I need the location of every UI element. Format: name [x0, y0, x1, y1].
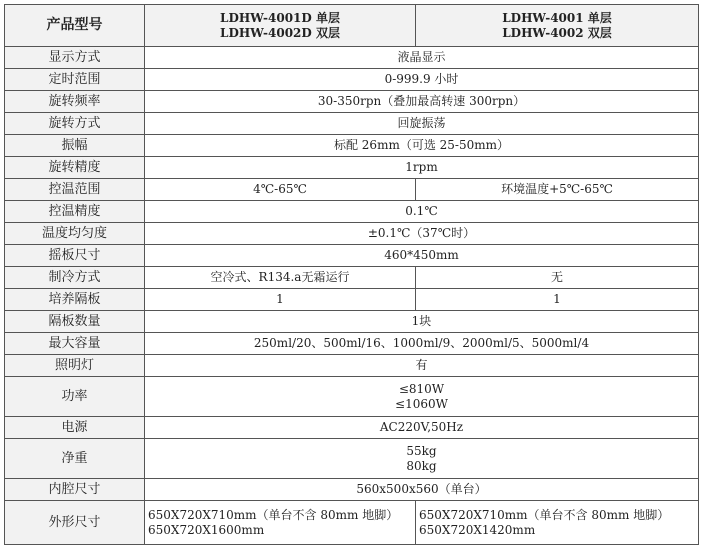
row-value-col2: 无	[416, 267, 699, 289]
row-value: 0-999.9 小时	[145, 69, 699, 91]
row-value: 液晶显示	[145, 47, 699, 69]
row-label: 控温范围	[5, 179, 145, 201]
row-outer	[5, 501, 699, 545]
outer-size: 650X720X1420mm	[419, 522, 536, 537]
row-value: 1rpm	[145, 157, 699, 179]
row-chamber	[5, 479, 699, 501]
header-row	[5, 5, 699, 47]
model-4002: LDHW-4002 双层	[502, 25, 612, 40]
row-value: 有	[145, 355, 699, 377]
row-label: 振幅	[5, 135, 145, 157]
row-label: 培养隔板	[5, 289, 145, 311]
header-col1	[145, 5, 416, 47]
row-label: 制冷方式	[5, 267, 145, 289]
row-label: 控温精度	[5, 201, 145, 223]
row-value	[145, 439, 699, 479]
header-label: 产品型号	[5, 5, 145, 47]
row-value: 560x500x560（单台）	[145, 479, 699, 501]
row-value: 标配 26mm（可选 25-50mm）	[145, 135, 699, 157]
row-board-size	[5, 245, 699, 267]
row-amplitude	[5, 135, 699, 157]
row-temp-uniformity	[5, 223, 699, 245]
row-label: 旋转方式	[5, 113, 145, 135]
row-label: 电源	[5, 417, 145, 439]
row-label: 摇板尺寸	[5, 245, 145, 267]
row-value-col1: 1	[145, 289, 416, 311]
row-label: 定时范围	[5, 69, 145, 91]
header-col2	[416, 5, 699, 47]
weight-value: 55kg	[406, 443, 437, 458]
outer-size: 650X720X1600mm	[148, 522, 265, 537]
row-rotation-mode	[5, 113, 699, 135]
spec-table	[4, 4, 699, 545]
row-label: 隔板数量	[5, 311, 145, 333]
row-value: 460*450mm	[145, 245, 699, 267]
row-value: 30-350rpn（叠加最高转速 300rpn）	[145, 91, 699, 113]
outer-size: 650X720X710mm（单台不含 80mm 地脚）	[419, 507, 670, 522]
row-shelf-count	[5, 311, 699, 333]
row-display	[5, 47, 699, 69]
row-value: ±0.1℃（37℃时）	[145, 223, 699, 245]
row-capacity	[5, 333, 699, 355]
row-value-col1: 空冷式、R134.a无霜运行	[145, 267, 416, 289]
row-temp-accuracy	[5, 201, 699, 223]
row-label: 功率	[5, 377, 145, 417]
row-label: 旋转精度	[5, 157, 145, 179]
row-value: 0.1℃	[145, 201, 699, 223]
row-label: 照明灯	[5, 355, 145, 377]
row-label: 显示方式	[5, 47, 145, 69]
row-temp-range	[5, 179, 699, 201]
row-supply	[5, 417, 699, 439]
row-value-col2	[416, 501, 699, 545]
row-value-col1: 4℃-65℃	[145, 179, 416, 201]
row-label: 净重	[5, 439, 145, 479]
weight-value: 80kg	[406, 458, 437, 473]
row-cooling	[5, 267, 699, 289]
row-power	[5, 377, 699, 417]
row-value: 回旋振荡	[145, 113, 699, 135]
row-value: AC220V,50Hz	[145, 417, 699, 439]
row-speed	[5, 91, 699, 113]
row-rotation-accuracy	[5, 157, 699, 179]
power-value: ≤1060W	[395, 396, 448, 411]
row-label: 外形尺寸	[5, 501, 145, 545]
row-value-col2: 1	[416, 289, 699, 311]
model-4001: LDHW-4001 单层	[502, 10, 612, 25]
row-value: 250ml/20、500ml/16、1000ml/9、2000ml/5、5000ml/4	[145, 333, 699, 355]
row-culture-shelf	[5, 289, 699, 311]
outer-size: 650X720X710mm（单台不含 80mm 地脚）	[148, 507, 399, 522]
row-label: 温度均匀度	[5, 223, 145, 245]
row-value: 1块	[145, 311, 699, 333]
row-label: 旋转频率	[5, 91, 145, 113]
row-timer	[5, 69, 699, 91]
row-value-col1	[145, 501, 416, 545]
power-value: ≤810W	[398, 381, 445, 396]
row-net-weight	[5, 439, 699, 479]
row-label: 内腔尺寸	[5, 479, 145, 501]
model-4002d: LDHW-4002D 双层	[220, 25, 340, 40]
model-4001d: LDHW-4001D 单层	[220, 10, 340, 25]
row-lighting	[5, 355, 699, 377]
row-value	[145, 377, 699, 417]
row-label: 最大容量	[5, 333, 145, 355]
row-value-col2: 环境温度+5℃-65℃	[416, 179, 699, 201]
